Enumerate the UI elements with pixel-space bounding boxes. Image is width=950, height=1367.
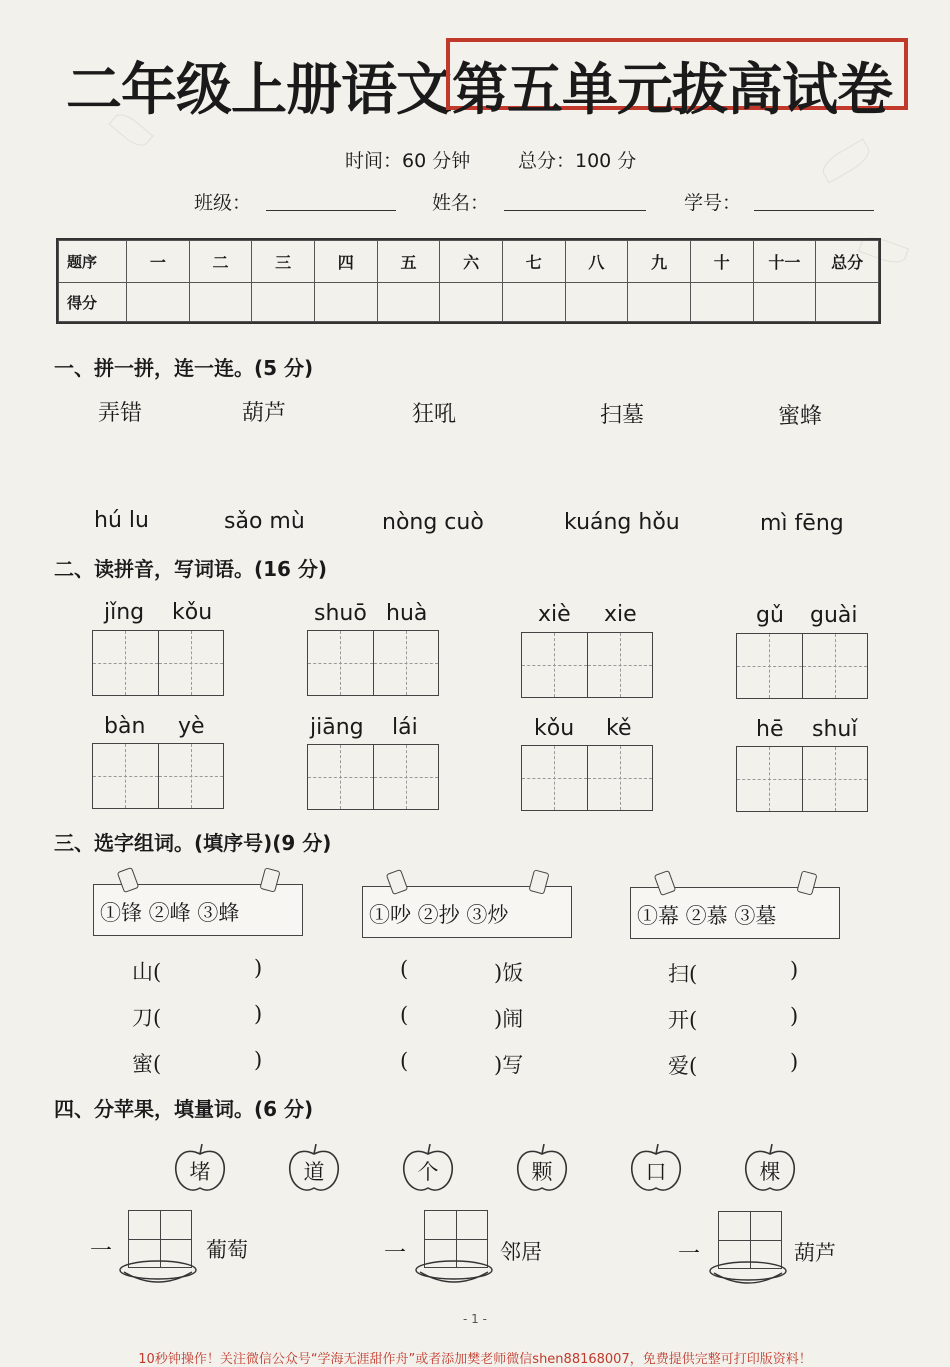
section1-heading: 一、拼一拼，连一连。(5 分)	[54, 356, 314, 380]
pinyin-syllable: jǐng	[104, 600, 145, 625]
score-col-header: 十	[690, 241, 753, 283]
apple-icon	[742, 1140, 798, 1192]
score-cell[interactable]	[753, 283, 816, 322]
apple-icon	[514, 1140, 570, 1192]
score-col-header: 十一	[753, 241, 816, 283]
id-field[interactable]	[754, 210, 874, 211]
pinyin-syllable: shuǐ	[812, 717, 858, 742]
writing-grid[interactable]	[92, 630, 224, 696]
score-cell[interactable]	[816, 283, 879, 322]
writing-grid[interactable]	[736, 746, 868, 812]
apple-classifier: 堵	[189, 1160, 211, 1184]
score-cell[interactable]	[628, 283, 691, 322]
choice-board	[93, 884, 303, 936]
apple-classifier: 个	[417, 1160, 439, 1184]
score-cell[interactable]	[565, 283, 628, 322]
match-pinyin[interactable]: kuáng hǒu	[564, 510, 680, 535]
basket-icon	[704, 1259, 794, 1289]
pinyin-syllable: hē	[756, 717, 784, 742]
writing-grid[interactable]	[736, 633, 868, 699]
basket-icon	[114, 1258, 204, 1288]
pinyin-syllable: kǒu	[172, 600, 213, 625]
apple-icon	[628, 1140, 684, 1192]
pin-icon	[654, 870, 677, 896]
fill-open: (	[400, 1049, 409, 1073]
fill-prefix: 开(	[668, 1008, 698, 1032]
answer-basket[interactable]	[416, 1210, 488, 1282]
score-col-header: 五	[377, 241, 440, 283]
writing-grid[interactable]	[307, 744, 439, 810]
pinyin-syllable: shuō	[314, 601, 367, 626]
numeral-one: 一	[678, 1242, 701, 1267]
score-col-header: 总分	[816, 241, 879, 283]
score-cell[interactable]	[690, 283, 753, 322]
score-cell[interactable]	[127, 283, 190, 322]
match-pinyin[interactable]: nòng cuò	[382, 510, 484, 535]
fill-open: (	[400, 957, 409, 981]
class-label: 班级：	[194, 192, 252, 214]
noun-word: 葫芦	[794, 1241, 836, 1265]
score-col-header: 六	[440, 241, 503, 283]
fill-prefix: 蜜(	[132, 1052, 162, 1076]
total-label: 总分：100 分	[518, 150, 637, 172]
pinyin-syllable: huà	[386, 601, 428, 626]
numeral-one: 一	[384, 1241, 407, 1266]
apple-classifier: 棵	[759, 1160, 781, 1184]
fill-close: )	[254, 956, 263, 980]
apple-classifier: 道	[303, 1160, 325, 1184]
title-part1: 二年级上册语文	[66, 57, 451, 123]
choice-options: ①幕 ②慕 ③墓	[637, 904, 777, 928]
fill-prefix: 爱(	[668, 1054, 698, 1078]
apple-icon	[172, 1140, 228, 1192]
score-header-row	[59, 241, 879, 283]
numeral-one: 一	[90, 1239, 113, 1264]
score-col-header: 七	[502, 241, 565, 283]
pinyin-syllable: jiāng	[310, 715, 364, 740]
answer-basket[interactable]	[120, 1210, 192, 1282]
pin-icon	[117, 867, 140, 893]
writing-grid[interactable]	[521, 745, 653, 811]
fill-close: )	[790, 1050, 799, 1074]
choice-options: ①锋 ②峰 ③蜂	[100, 901, 240, 925]
score-cell[interactable]	[252, 283, 315, 322]
pinyin-syllable: xiè	[538, 602, 571, 627]
page-title	[60, 38, 920, 123]
match-word[interactable]: 狂吼	[412, 402, 457, 427]
id-label: 学号：	[684, 192, 742, 214]
pinyin-syllable: xie	[604, 602, 637, 627]
section2-heading: 二、读拼音，写词语。(16 分)	[54, 557, 328, 581]
class-field[interactable]	[266, 210, 396, 211]
score-cell[interactable]	[314, 283, 377, 322]
score-col-header: 四	[314, 241, 377, 283]
pinyin-syllable: gǔ	[756, 603, 784, 628]
apple-classifier: 颗	[531, 1160, 553, 1184]
match-word[interactable]: 扫墓	[600, 403, 645, 428]
score-row-label: 题序	[59, 241, 127, 283]
score-col-header: 三	[252, 241, 315, 283]
pinyin-syllable: kě	[606, 716, 632, 741]
fill-open: (	[400, 1003, 409, 1027]
fill-close: )	[790, 958, 799, 982]
choice-board	[630, 887, 840, 939]
choice-board	[362, 886, 572, 938]
section3-heading: 三、选字组词。(填序号)(9 分)	[54, 831, 332, 855]
fill-prefix: 扫(	[668, 962, 698, 986]
score-cell[interactable]	[502, 283, 565, 322]
footer-notice: 10秒钟操作！关注微信公众号“学海无涯甜作舟”或者添加樊老师微信shen88168007，免费提供完整可打印版资料！	[138, 1352, 812, 1367]
writing-grid[interactable]	[307, 630, 439, 696]
noun-word: 葡萄	[206, 1238, 248, 1262]
apple-icon	[400, 1140, 456, 1192]
pinyin-syllable: guài	[810, 603, 858, 628]
match-pinyin[interactable]: sǎo mù	[224, 509, 305, 534]
name-label: 姓名：	[432, 192, 490, 214]
match-word[interactable]: 葫芦	[242, 401, 287, 426]
pin-icon	[528, 869, 549, 894]
pinyin-syllable: kǒu	[534, 716, 575, 741]
pinyin-syllable: yè	[178, 714, 205, 739]
score-col-header: 二	[189, 241, 252, 283]
match-pinyin[interactable]: mì fēng	[760, 511, 844, 536]
apple-icon	[286, 1140, 342, 1192]
match-word[interactable]: 弄错	[98, 401, 143, 426]
section4-heading: 四、分苹果，填量词。(6 分)	[54, 1097, 314, 1121]
pin-icon	[386, 869, 409, 895]
score-row-label: 得分	[59, 283, 127, 322]
choice-options: ①吵 ②抄 ③炒	[369, 903, 509, 927]
pinyin-syllable: bàn	[104, 714, 146, 739]
score-cell[interactable]	[440, 283, 503, 322]
writing-grid[interactable]	[521, 632, 653, 698]
score-col-header: 一	[127, 241, 190, 283]
match-pinyin[interactable]: hú lu	[94, 508, 149, 533]
fill-suffix: )饭	[494, 961, 524, 985]
fill-prefix: 刀(	[132, 1006, 162, 1030]
score-col-header: 九	[628, 241, 691, 283]
basket-icon	[410, 1258, 500, 1288]
title-part2: 第五单元拔高试卷	[452, 57, 892, 123]
fill-close: )	[254, 1002, 263, 1026]
decor-leaf	[818, 138, 874, 183]
score-value-row	[59, 283, 879, 322]
writing-grid[interactable]	[92, 743, 224, 809]
match-word[interactable]: 蜜蜂	[778, 404, 823, 429]
time-label: 时间：60 分钟	[345, 150, 471, 172]
title-highlight-box	[446, 38, 908, 123]
pin-icon	[259, 867, 280, 892]
fill-suffix: )写	[494, 1053, 524, 1077]
fill-close: )	[254, 1048, 263, 1072]
score-col-header: 八	[565, 241, 628, 283]
answer-basket[interactable]	[710, 1211, 782, 1283]
fill-suffix: )闹	[494, 1007, 524, 1031]
fill-close: )	[790, 1004, 799, 1028]
apple-classifier: 口	[645, 1160, 667, 1184]
noun-word: 邻居	[500, 1240, 542, 1264]
name-field[interactable]	[504, 210, 646, 211]
score-cell[interactable]	[189, 283, 252, 322]
score-cell[interactable]	[377, 283, 440, 322]
fill-prefix: 山(	[132, 960, 162, 984]
pin-icon	[796, 870, 817, 895]
score-table	[56, 238, 881, 324]
pinyin-syllable: lái	[392, 715, 418, 740]
page-number: - 1 -	[463, 1312, 487, 1326]
